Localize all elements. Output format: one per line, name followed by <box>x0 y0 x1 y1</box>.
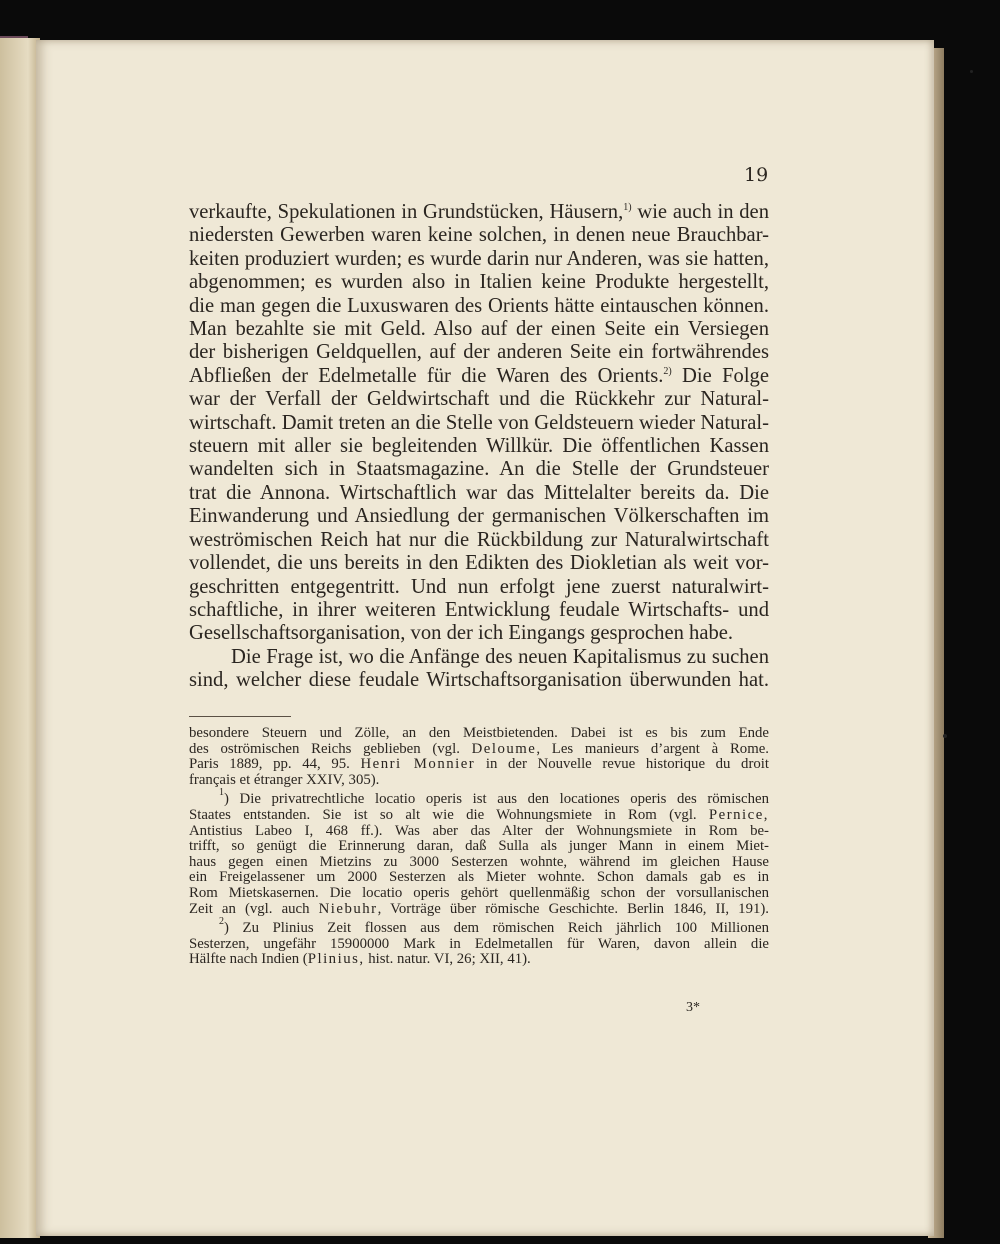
text-line: Gesellschaftsorganisation, von der ich Eingangs gesprochen habe. <box>189 622 734 645</box>
text-line: geschritten entgegentritt. Und nun erfolgt jene zuerst naturalwirt- <box>189 575 769 598</box>
footnote-line: ein Freigelassener um 2000 Sesterzen als Mieter wohnte. Schon damals gab es in <box>189 869 769 886</box>
text-line: der bisherigen Geldquellen, auf der anderen Seite ein fortwährendes <box>189 341 769 364</box>
text-line: weströmischen Reich hat nur die Rückbildung zur Naturalwirtschaft <box>189 528 769 551</box>
text-line: die man gegen die Luxuswaren des Orients hätte eintauschen können. <box>189 294 769 317</box>
footnote-carryover <box>189 726 769 788</box>
speck <box>943 734 947 738</box>
text-line: Man bezahlte sie mit Geld. Also auf der einen Seite ein Versiegen <box>189 318 769 341</box>
footnote-ref: 1) <box>623 202 632 213</box>
footnote-line: trifft, so genügt die Erinnerung daran, daß Sulla als junger Mann in einem Miet- <box>189 838 769 855</box>
left-page-strip <box>0 38 40 1238</box>
signature-mark: 3* <box>686 1000 700 1015</box>
footnote-line: $^2$) Zu Plinius Zeit flossen aus dem römischen Reich jährlich 100 Millionen <box>219 916 769 937</box>
text-line: keiten produziert wurden; es wurde darin nur Anderen, was sie hatten, <box>189 247 769 270</box>
text-line: verkaufte, Spekulationen in Grundstücken, Häusern,$^{1)}$ wie auch in den <box>189 201 769 223</box>
text-line: schaftliche, in ihrer weiteren Entwicklung feudale Wirtschafts- und <box>189 598 769 621</box>
text-line: niedersten Gewerben waren keine solchen, in denen neue Brauchbar- <box>189 224 769 247</box>
text-line: Einwanderung und Ansiedlung der germanischen Völkerschaften im <box>189 505 769 528</box>
footnote-line: Hälfte nach Indien (Plinius, hist. natur. VI, 26; XII, 41). <box>189 951 531 968</box>
text-line: sind, welcher diese feudale Wirtschaftsorganisation überwunden hat. <box>189 669 769 692</box>
main-text <box>189 201 769 693</box>
footnote-1 <box>189 787 770 917</box>
text-line: trat die Annona. Wirtschaftlich war das Mittelalter bereits da. Die <box>189 481 769 504</box>
speck <box>970 70 973 73</box>
page-number: 19 <box>744 164 769 186</box>
footnote-2 <box>189 916 769 968</box>
footnote-line: $^1$) Die privatrechtliche locatio operis ist aus den locationes operis des römischen <box>219 787 769 808</box>
footnote-line: Paris 1889, pp. 44, 95. Henri Monnier in der Nouvelle revue historique du droit <box>189 756 769 773</box>
text-line: steuern mit aller sie begleitenden Willkür. Die öffentlichen Kassen <box>189 435 769 458</box>
footnote-line: Antistius Labeo I, 468 ff.). Was aber das Alter der Wohnungsmiete in Rom be- <box>189 822 769 839</box>
text-line: war der Verfall der Geldwirtschaft und die Rückkehr zur Natural- <box>189 388 769 411</box>
footnote-line: des oströmischen Reichs geblieben (vgl. Deloume, Les manieurs d’argent à Rome. <box>189 740 769 757</box>
text-line: abgenommen; es wurden also in Italien keine Produkte hergestellt, <box>189 271 769 294</box>
footnote-line: besondere Steuern und Zölle, an den Meistbietenden. Dabei ist es bis zum Ende <box>189 725 769 741</box>
footnote-line: Zeit an (vgl. auch Niebuhr, Vorträge über römische Geschichte. Berlin 1846, II, 191). <box>189 900 770 917</box>
footnotes <box>189 726 769 972</box>
text-line: wandelten sich in Staatsmagazine. An die Stelle der Grundsteuer <box>189 458 769 481</box>
footnote-line: haus gegen einen Mietzins zu 3000 Sesterzen wohnte, während im gleichen Hause <box>189 853 769 870</box>
footnote-line: Sesterzen, ungefähr 15900000 Mark in Edelmetallen für Waren, davon allein die <box>189 935 769 952</box>
footnote-line: Rom Mietskasernen. Die locatio operis gehört quellenmäßig schon der vorsullanischen <box>189 884 769 901</box>
text-line: Abfließen der Edelmetalle für die Waren des Orients.$^{2)}$ Die Folge <box>189 364 769 387</box>
footnote-ref: 2) <box>663 365 672 377</box>
text-line: vollendet, die uns bereits in den Edikten des Diokletian als weit vor- <box>189 552 769 575</box>
footnote-line: français et étranger XXIV, 305). <box>189 771 380 788</box>
text-line: Die Frage ist, wo die Anfänge des neuen Kapitalismus zu suchen <box>231 645 769 668</box>
text-line: wirtschaft. Damit treten an die Stelle von Geldsteuern wieder Natural- <box>189 411 769 434</box>
footnote-rule <box>189 716 291 717</box>
footnote-line: Staates entstanden. Sie ist so alt wie die Wohnungsmiete in Rom (vgl. Pernice, <box>189 806 769 823</box>
